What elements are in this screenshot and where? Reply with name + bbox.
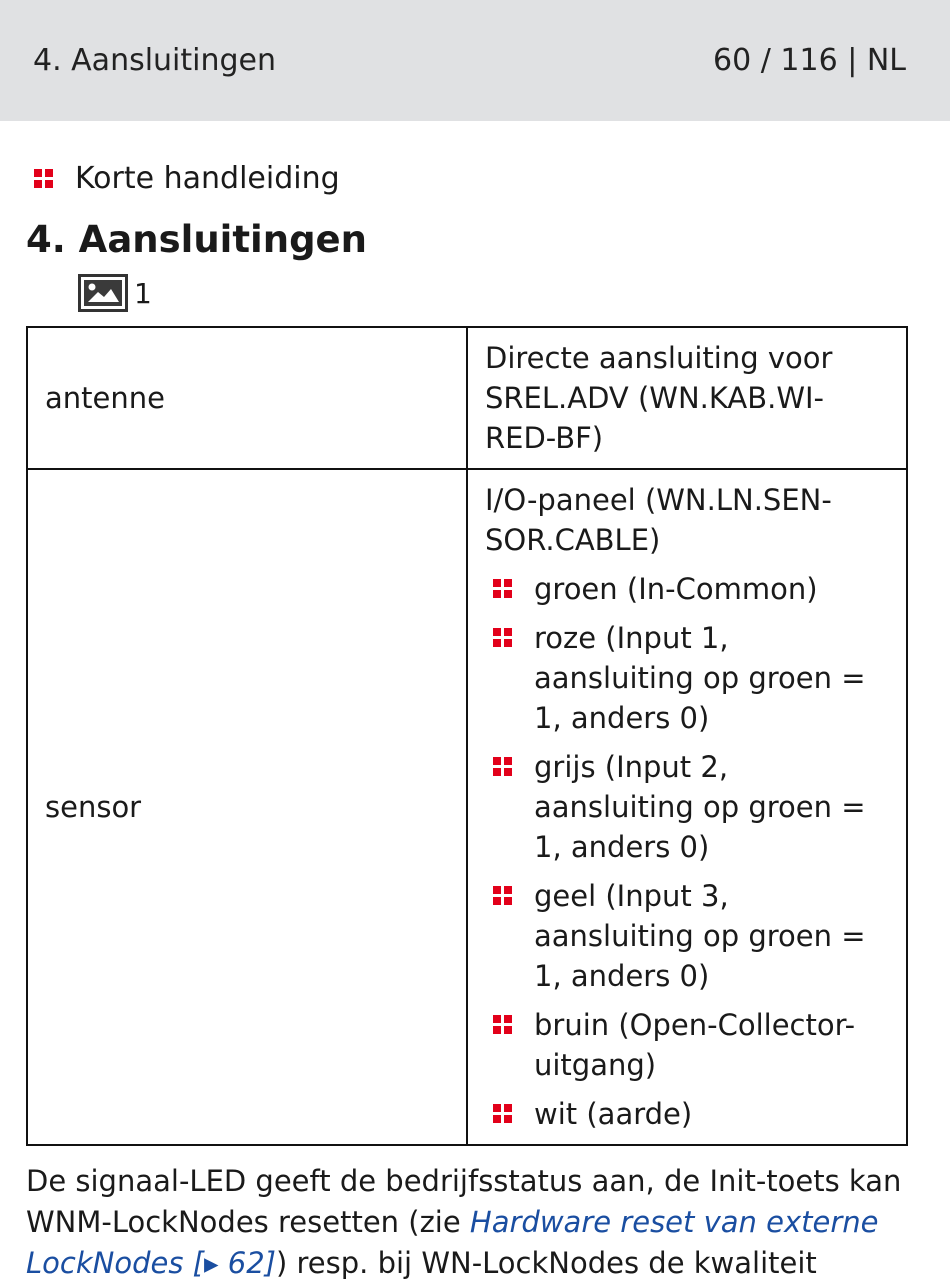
bullet-icon — [493, 1104, 512, 1123]
table-cell-label: antenne — [27, 327, 467, 469]
paragraph-text-before: De signaal-LED geeft de bedrijfsstatus aan, de Init-toets kan WNM-LockNodes resetten (zie — [26, 1164, 902, 1240]
list-item-text: roze (Input 1, aansluiting op groen = 1, anders 0) — [534, 621, 866, 736]
table-row — [27, 327, 907, 469]
table-cell-label: sensor — [27, 469, 467, 1145]
bullet-icon — [493, 628, 512, 647]
list-item — [485, 618, 892, 738]
breadcrumb-label: Korte handleiding — [75, 161, 340, 196]
table-cell-description — [467, 469, 907, 1145]
header-section-title: 4. Aansluitingen — [33, 43, 277, 78]
bullet-icon — [493, 579, 512, 598]
sensor-panel-title: I/O-paneel (WN.LN.SEN-SOR.CABLE) — [485, 483, 832, 558]
figure-number: 1 — [134, 276, 152, 310]
hardware-reset-link[interactable]: Hardware reset van externe LockNodes [▸ 62] — [26, 1205, 879, 1281]
image-icon — [78, 274, 128, 312]
bullet-icon — [493, 757, 512, 776]
list-item-text: grijs (Input 2, aansluiting op groen = 1, anders 0) — [534, 750, 866, 865]
list-item-text: bruin (Open-Collector-uitgang) — [534, 1008, 856, 1083]
breadcrumb[interactable] — [26, 161, 908, 196]
list-item-text: wit (aarde) — [534, 1097, 693, 1132]
connections-table — [26, 326, 908, 1146]
bullet-icon — [493, 1015, 512, 1034]
bullet-icon — [493, 886, 512, 905]
header-page-indicator: 60 / 116 | NL — [713, 43, 906, 78]
bullet-icon — [34, 169, 53, 188]
paragraph-text-after: ) resp. bij WN-LockNodes de kwaliteit — [275, 1246, 817, 1281]
page-content — [0, 161, 950, 1284]
list-item-text: groen (In-Common) — [534, 572, 818, 607]
list-item — [485, 747, 892, 867]
list-item — [485, 569, 892, 609]
list-item — [485, 1005, 892, 1085]
page-header — [0, 0, 950, 121]
wire-color-list — [485, 569, 892, 1134]
list-item — [485, 1094, 892, 1134]
table-row — [27, 469, 907, 1145]
figure-reference[interactable] — [78, 274, 908, 312]
list-item-text: geel (Input 3, aansluiting op groen = 1, anders 0) — [534, 879, 866, 994]
body-paragraph — [26, 1161, 908, 1284]
page-title: 4. Aansluitingen — [26, 218, 367, 261]
list-item — [485, 876, 892, 996]
table-cell-description: Directe aansluiting voor SREL.ADV (WN.KAB.WI-RED-BF) — [467, 327, 907, 469]
